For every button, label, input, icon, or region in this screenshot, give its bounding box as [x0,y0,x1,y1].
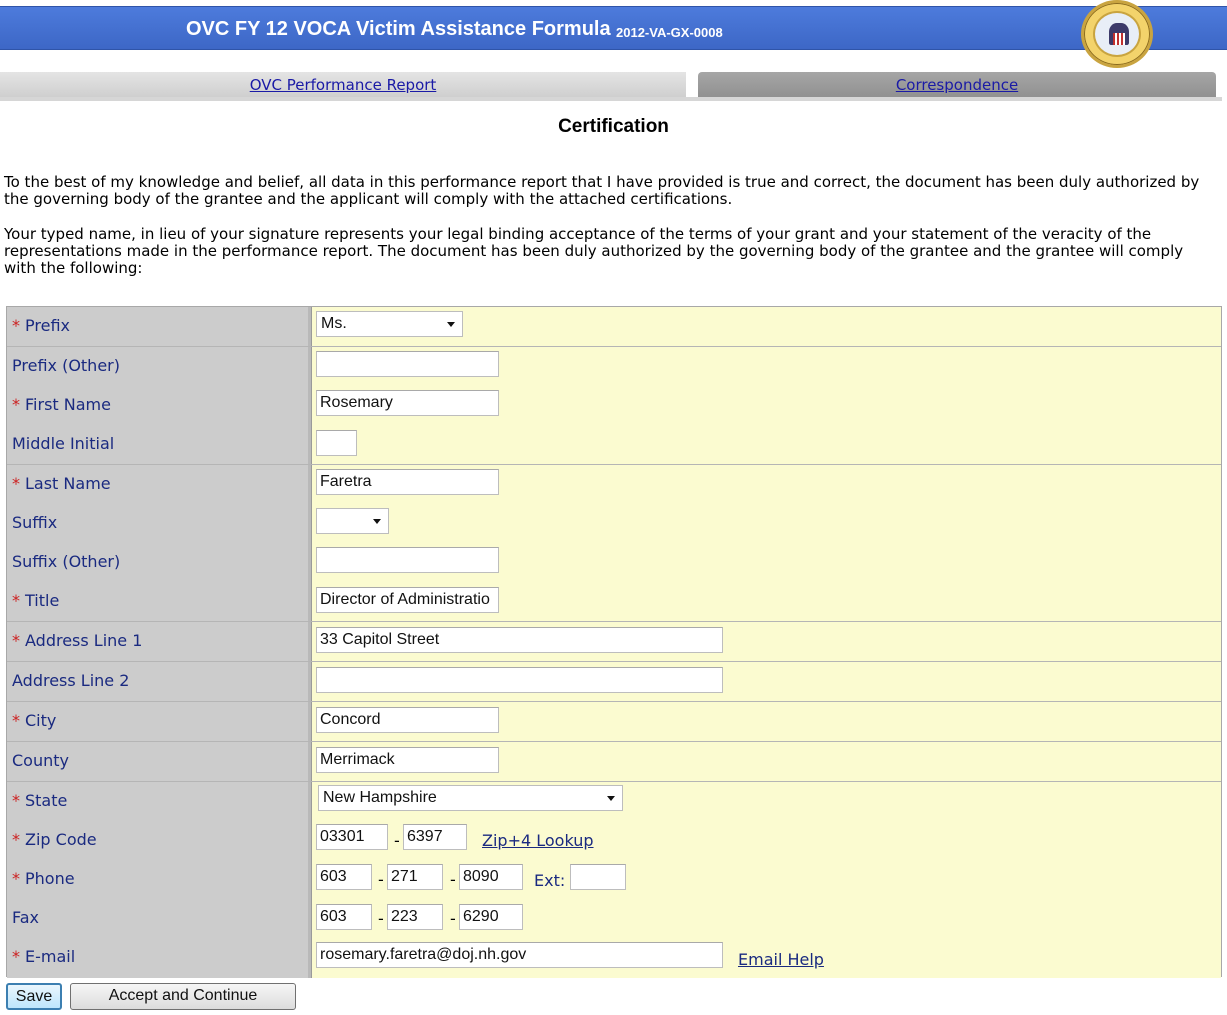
fax-label: Fax [7,899,311,938]
required-marker: * [12,591,20,610]
required-marker: * [12,316,20,335]
doj-seal-icon [1081,0,1153,68]
row-middle-initial [7,425,1221,465]
required-marker: * [12,869,20,888]
state-select[interactable]: New Hampshire [318,785,623,811]
zip-plus4-input[interactable]: 6397 [403,824,467,850]
shield-icon [1113,33,1125,45]
tab-performance-report-link[interactable]: OVC Performance Report [249,76,437,94]
prefix-other-cell [311,347,1221,386]
prefix-label: * Prefix [7,307,311,346]
zip-cell [311,821,1221,860]
zip-separator: - [394,831,400,850]
suffix-cell [311,504,1221,543]
row-suffix-other [7,543,1221,583]
required-marker: * [12,474,20,493]
middle-initial-cell [311,425,1221,464]
required-marker: * [12,947,20,966]
first-name-cell [311,386,1221,425]
seal-center [1093,11,1141,57]
row-state [7,782,1221,822]
address1-label: * Address Line 1 [7,622,311,661]
first-name-input[interactable]: Rosemary [316,390,499,416]
prefix-cell [311,307,1221,346]
row-address1 [7,622,1221,662]
row-email [7,938,1221,978]
certification-form [6,306,1222,977]
phone-label: * Phone [7,860,311,899]
county-label: County [7,742,311,781]
zip-label: * Zip Code [7,821,311,860]
save-button[interactable]: Save [6,983,62,1010]
suffix-other-cell [311,543,1221,582]
phone-ext-input[interactable] [570,864,626,890]
fax-separator: - [450,909,456,928]
last-name-input[interactable]: Faretra [316,469,499,495]
fax-prefix-input[interactable]: 223 [387,904,443,930]
required-marker: * [12,830,20,849]
row-first-name [7,386,1221,426]
row-zip [7,821,1221,861]
suffix-other-input[interactable] [316,547,499,573]
city-input[interactable]: Concord [316,707,499,733]
row-phone [7,860,1221,900]
chevron-down-icon [607,796,615,801]
signature-paragraph: Your typed name, in lieu of your signature represents your legal binding acceptance of the terms of your grant and your statement of the veracity of the representations made in the performance report. The document has been duly authorized by the governing body of the grantee and the grantee will comply with the following: [4,225,1184,277]
app-title: OVC FY 12 VOCA Victim Assistance Formula [186,18,611,40]
tab-correspondence[interactable] [698,72,1216,100]
required-marker: * [12,631,20,650]
row-prefix-other [7,347,1221,387]
row-city [7,702,1221,742]
row-suffix [7,504,1221,544]
certification-paragraph: To the best of my knowledge and belief, all data in this performance report that I have provided is true and correct, the document has been duly authorized by the governing body of the grantee and the applicant will comply with the attached certifications. [4,173,1200,208]
email-help-link[interactable]: Email Help [738,950,824,969]
prefix-select[interactable]: Ms. [316,311,463,337]
chevron-down-icon [447,322,455,327]
title-label: * Title [7,582,311,621]
required-marker: * [12,791,20,810]
row-prefix [7,307,1221,347]
state-label: * State [7,782,311,821]
title-cell [311,582,1221,621]
phone-separator: - [450,870,456,889]
address1-cell [311,622,1221,661]
address1-input[interactable]: 33 Capitol Street [316,627,723,653]
fax-area-input[interactable]: 603 [316,904,372,930]
suffix-label: Suffix [7,504,311,543]
app-header [0,6,1227,50]
phone-area-input[interactable]: 603 [316,864,372,890]
email-label: * E-mail [7,938,311,978]
suffix-other-label: Suffix (Other) [7,543,311,582]
zip-input[interactable]: 03301 [316,824,388,850]
required-marker: * [12,395,20,414]
state-cell [311,782,1221,821]
phone-prefix-input[interactable]: 271 [387,864,443,890]
fax-separator: - [378,909,384,928]
zip-lookup-link[interactable]: Zip+4 Lookup [482,831,594,850]
tab-correspondence-link[interactable]: Correspondence [895,76,1019,94]
phone-cell [311,860,1221,899]
tab-performance-report[interactable] [0,72,686,100]
accept-and-continue-button[interactable]: Accept and Continue [70,983,296,1010]
first-name-label: * First Name [7,386,311,425]
suffix-select[interactable] [316,508,389,534]
row-address2 [7,662,1221,702]
title-input[interactable]: Director of Administratio [316,587,499,613]
middle-initial-input[interactable] [316,430,357,456]
row-county [7,742,1221,782]
page-title: Certification [558,116,669,137]
middle-initial-label: Middle Initial [7,425,311,464]
prefix-other-label: Prefix (Other) [7,347,311,386]
chevron-down-icon [373,519,381,524]
last-name-cell [311,465,1221,504]
required-marker: * [12,711,20,730]
phone-line-input[interactable]: 8090 [459,864,523,890]
tab-divider [0,97,1222,101]
prefix-other-input[interactable] [316,351,499,377]
row-title [7,582,1221,622]
phone-ext-label: Ext: [534,871,566,890]
email-cell [311,938,1221,978]
address2-label: Address Line 2 [7,662,311,701]
address2-input[interactable] [316,667,723,693]
address2-cell [311,662,1221,701]
city-cell [311,702,1221,741]
row-fax [7,899,1221,939]
county-cell [311,742,1221,781]
row-last-name [7,465,1221,505]
grant-number: 2012-VA-GX-0008 [616,25,723,40]
city-label: * City [7,702,311,741]
phone-separator: - [378,870,384,889]
county-input[interactable]: Merrimack [316,747,499,773]
last-name-label: * Last Name [7,465,311,504]
fax-cell [311,899,1221,938]
fax-line-input[interactable]: 6290 [459,904,523,930]
email-input[interactable]: rosemary.faretra@doj.nh.gov [316,942,723,968]
